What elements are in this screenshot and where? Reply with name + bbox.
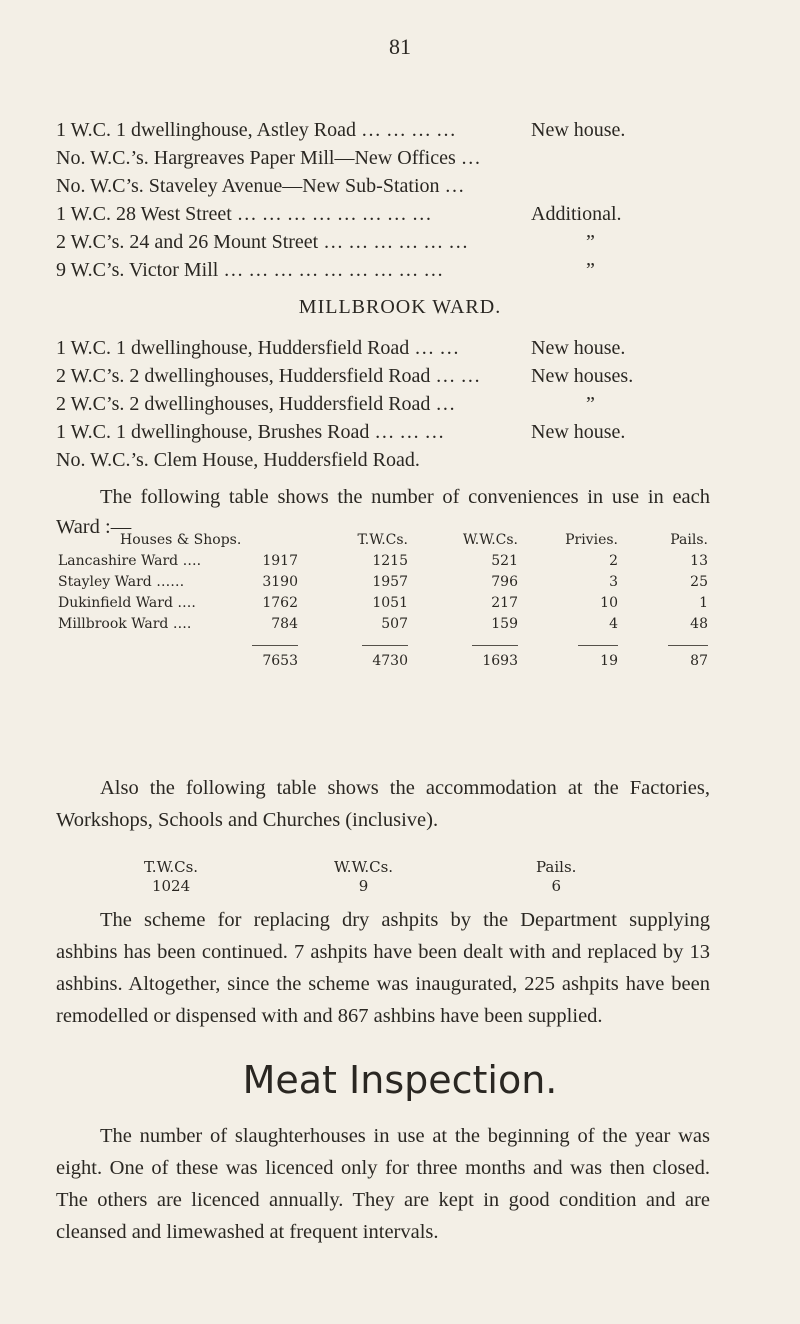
total-cell: 19 [600,652,618,669]
wc-list-stayley [56,116,716,284]
list-item-text: 2 W.C’s. 2 dwellinghouses, Huddersfield Road … … [56,365,481,387]
cell: 48 [690,615,708,632]
cell: 1215 [372,552,408,569]
ward-name: Millbrook Ward …. [58,615,192,632]
list-item-note: New house. [531,337,626,359]
column-header-privies: Privies. [565,532,618,548]
total-cell: 1693 [482,652,518,669]
factories-paragraph: Also the following table shows the accommodation at the Factories, Workshops, Schools and Churches (inclusive). [56,777,710,831]
cell: 796 [491,573,518,590]
cell: 159 [491,615,518,632]
list-item [56,446,716,474]
list-item [56,334,716,362]
list-item-text: 2 W.C’s. 2 dwellinghouses, Huddersfield Road … [56,393,456,415]
cell: 784 [271,615,298,632]
total-rule-row [58,634,708,650]
list-item [56,144,716,172]
cell: 25 [690,573,708,590]
factories-value: 1024 [151,877,191,895]
list-item [56,418,716,446]
page-number: 81 [389,34,411,59]
list-item-note: New houses. [531,365,634,387]
list-item-text: 2 W.C’s. 24 and 26 Mount Street … … … … … … [56,231,469,253]
list-item [56,200,716,228]
conveniences-table [58,530,708,671]
cell: 2 [609,552,618,569]
list-item-note: ” [586,231,595,253]
section-title: Meat Inspection. [242,1058,558,1102]
cell: 217 [491,594,518,611]
list-item-text: No. W.C’s. Staveley Avenue—New Sub-Station … [56,175,465,197]
cell: 1051 [372,594,408,611]
total-rule [408,634,518,650]
ward-heading: MILLBROOK WARD. [298,296,502,318]
cell: 1 [699,594,708,611]
total-rule [618,634,708,650]
total-cell: 87 [690,652,708,669]
list-item [56,390,716,418]
factories-header: T.W.Cs. [144,858,199,876]
factories-pails [536,858,576,896]
intro-paragraph: The following table shows the number of conveniences in use in each Ward :— [56,486,710,538]
total-rule [518,634,618,650]
list-item-note: ” [586,259,595,281]
list-item-note: New house. [531,421,626,443]
list-item-text: 9 W.C’s. Victor Mill … … … … … … … … … [56,259,444,281]
ashpits-paragraph: The scheme for replacing dry ashpits by the Department supplying ashbins has been continued. 7 ashpits have been dealt with and replaced by 13 ashbins. Altogether, since the scheme was inaugurated, 225 ashpits have been remodelled or dispensed with and 867 ashbins have been supplied. [56,909,710,1027]
factories-header: Pails. [536,858,577,876]
table-row [58,592,708,613]
totals-row [58,650,708,671]
meat-paragraph: The number of slaughterhouses in use at the beginning of the year was eight. One of these was licenced only for three months and was then closed. The others are licenced annually. They are kept in good condition and are cleansed and limewashed at frequent intervals. [56,1125,710,1243]
list-item-text: 1 W.C. 28 West Street … … … … … … … … [56,203,432,225]
factories-wwcs [334,858,393,896]
list-item [56,172,716,200]
factories-value: 6 [551,877,561,895]
factories-value: 9 [358,877,369,895]
ward-name: Lancashire Ward …. [58,552,202,569]
list-item [56,256,716,284]
list-item [56,228,716,256]
cell: 3190 [262,573,298,590]
wc-list-millbrook [56,334,716,474]
column-header-houses: Houses & Shops. [120,532,242,548]
list-item-text: 1 W.C. 1 dwellinghouse, Brushes Road … … … [56,421,445,443]
total-rule [208,634,298,650]
factories-twcs [144,858,198,896]
cell: 3 [609,573,618,590]
list-item-note: ” [586,393,595,415]
cell: 1917 [262,552,298,569]
list-item-text: No. W.C.’s. Hargreaves Paper Mill—New Offices … [56,147,481,169]
total-cell: 7653 [262,652,298,669]
list-item-text: No. W.C.’s. Clem House, Huddersfield Road. [56,449,420,471]
column-header-twcs: T.W.Cs. [357,532,408,548]
cell: 1762 [262,594,298,611]
cell: 4 [609,615,618,632]
table-row [58,571,708,592]
list-item-text: 1 W.C. 1 dwellinghouse, Huddersfield Road … … [56,337,460,359]
table-header-row [58,530,708,550]
cell: 507 [381,615,408,632]
cell: 521 [491,552,518,569]
table-row [58,550,708,571]
column-header-wwcs: W.W.Cs. [462,532,518,548]
list-item-text: 1 W.C. 1 dwellinghouse, Astley Road … … … … [56,119,456,141]
list-item [56,116,716,144]
total-cell: 4730 [372,652,408,669]
cell: 10 [600,594,618,611]
ward-name: Dukinfield Ward …. [58,594,196,611]
total-rule [298,634,408,650]
list-item [56,362,716,390]
list-item-note: New house. [531,119,626,141]
ward-name: Stayley Ward …… [58,573,185,590]
cell: 1957 [372,573,408,590]
column-header-pails: Pails. [670,532,708,548]
factories-header: W.W.Cs. [334,858,394,876]
list-item-note: Additional. [531,203,622,225]
table-row [58,613,708,634]
cell: 13 [690,552,708,569]
